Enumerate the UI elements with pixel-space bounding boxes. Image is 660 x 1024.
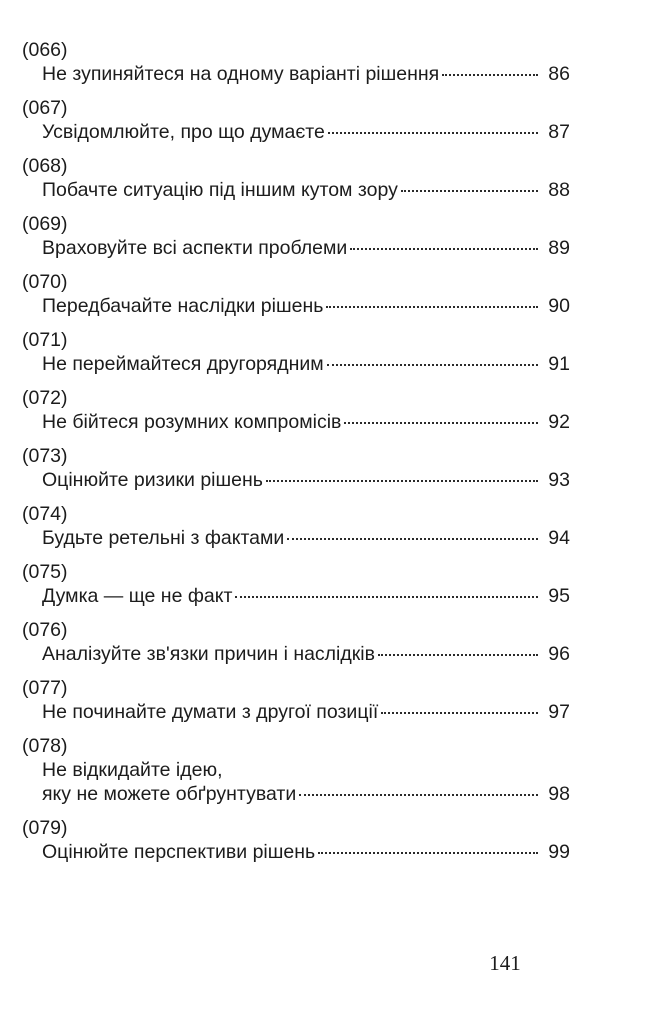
dot-leader [299, 794, 538, 796]
entry-title: Не бійтеся розумних компромісів [42, 411, 342, 433]
entry-page-number: 98 [548, 783, 570, 805]
entry-page-number: 94 [548, 527, 570, 549]
entry-title-line [22, 584, 570, 608]
entry-page-number: 99 [548, 841, 570, 863]
dot-leader [328, 132, 538, 134]
entry-title: Передбачайте наслідки рішень [42, 295, 324, 317]
entry-title: Думка — ще не факт [42, 585, 233, 607]
toc-entry-068 [22, 154, 570, 202]
dot-leader [344, 422, 538, 424]
entry-title: Аналізуйте зв'язки причин і наслідків [42, 643, 375, 665]
entry-number: (077) [22, 677, 68, 699]
entry-title: Враховуйте всі аспекти проблеми [42, 237, 348, 259]
entry-title-line [22, 468, 570, 492]
entry-title: Побачте ситуацію під іншим кутом зору [42, 179, 398, 201]
entry-number: (066) [22, 39, 68, 61]
entry-page-number: 97 [548, 701, 570, 723]
dot-leader [381, 712, 538, 714]
entry-number: (076) [22, 619, 68, 641]
entry-title: Оцінюйте ризики рішень [42, 469, 263, 491]
toc-entry-067 [22, 96, 570, 144]
entry-title-line [22, 236, 570, 260]
toc-entry-066 [22, 38, 570, 86]
entry-title: Не зупиняйтеся на одному варіанті рішення [42, 63, 440, 85]
entry-title: Не починайте думати з другої позиції [42, 701, 379, 723]
entry-number: (067) [22, 97, 68, 119]
toc-entry-074 [22, 502, 570, 550]
entry-title-line [22, 782, 570, 806]
entry-page-number: 96 [548, 643, 570, 665]
entry-page-number: 86 [548, 63, 570, 85]
dot-leader [378, 654, 538, 656]
entry-page-number: 88 [548, 179, 570, 201]
entry-title: Оцінюйте перспективи рішень [42, 841, 316, 863]
entry-title: яку не можете обґрунтувати [42, 783, 297, 805]
entry-page-number: 92 [548, 411, 570, 433]
toc-entry-078 [22, 734, 570, 806]
toc-entry-077 [22, 676, 570, 724]
dot-leader [401, 190, 538, 192]
entry-title-line [22, 700, 570, 724]
entry-page-number: 90 [548, 295, 570, 317]
dot-leader [235, 596, 538, 598]
entry-title-line [22, 526, 570, 550]
entry-number: (068) [22, 155, 68, 177]
entry-title-line [22, 410, 570, 434]
page-number: 141 [489, 951, 521, 975]
entry-number: (074) [22, 503, 68, 525]
entry-title-line [22, 178, 570, 202]
entry-title: Усвідомлюйте, про що думаєте [42, 121, 325, 143]
entry-number: (069) [22, 213, 68, 235]
dot-leader [266, 480, 538, 482]
entry-title: Не переймайтеся другорядним [42, 353, 324, 375]
entry-title-line [22, 120, 570, 144]
toc-entry-072 [22, 386, 570, 434]
dot-leader [287, 538, 538, 540]
dot-leader [350, 248, 538, 250]
entry-title-line [22, 352, 570, 376]
entry-title-line [22, 294, 570, 318]
toc-entry-079 [22, 816, 570, 864]
entry-title-first-line: Не відкидайте ідею, [42, 759, 223, 781]
entry-number: (071) [22, 329, 68, 351]
entry-page-number: 93 [548, 469, 570, 491]
toc-entry-069 [22, 212, 570, 260]
entry-page-number: 87 [548, 121, 570, 143]
entry-page-number: 95 [548, 585, 570, 607]
toc-entry-076 [22, 618, 570, 666]
entry-number: (073) [22, 445, 68, 467]
toc-entry-071 [22, 328, 570, 376]
entry-number: (070) [22, 271, 68, 293]
dot-leader [442, 74, 538, 76]
entry-title-line [22, 62, 570, 86]
dot-leader [318, 852, 538, 854]
entry-page-number: 91 [548, 353, 570, 375]
entry-number: (075) [22, 561, 68, 583]
entry-number: (078) [22, 735, 68, 757]
entry-number: (079) [22, 817, 68, 839]
entry-title-line [22, 840, 570, 864]
dot-leader [326, 306, 538, 308]
entry-number: (072) [22, 387, 68, 409]
entry-title: Будьте ретельні з фактами [42, 527, 285, 549]
toc-entry-073 [22, 444, 570, 492]
entry-title-line [22, 642, 570, 666]
entry-page-number: 89 [548, 237, 570, 259]
toc-entry-075 [22, 560, 570, 608]
toc-entry-070 [22, 270, 570, 318]
table-of-contents [22, 38, 570, 864]
dot-leader [327, 364, 538, 366]
